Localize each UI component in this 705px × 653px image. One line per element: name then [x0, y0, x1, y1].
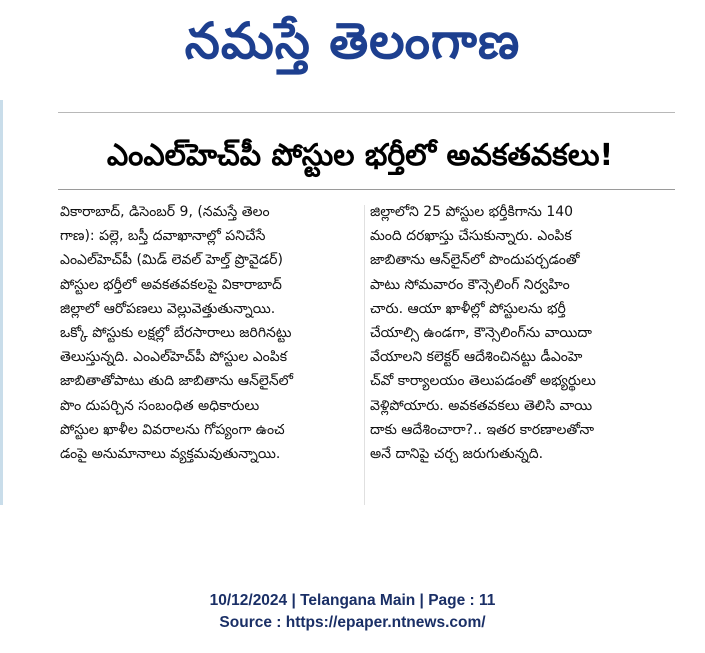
source-link[interactable]: Source : https://epaper.ntnews.com/ — [219, 614, 486, 631]
column-1-line: పొం దుపర్చిన సంబంధిత అధికారులు — [60, 397, 260, 414]
column-1-line: పోస్టుల ఖాళీల వివరాలను గోప్యంగా ఉంచ — [60, 421, 285, 438]
column-2-line: వేయాలని కలెక్టర్ ఆదేశించినట్టు డీఎంహె — [370, 349, 583, 366]
column-2-line: వెళ్లిపోయారు. అవకతవకలు తెలిసి వాయి — [370, 397, 593, 414]
column-2-line: జాబితాను ఆన్‌లైన్‌లో పొందుపర్చడంతో — [370, 252, 580, 269]
column-1-line: డంపై అనుమానాలు వ్యక్తమవుతున్నాయి. — [60, 446, 281, 463]
column-2-line: దాకు ఆదేశించారా?.. ఇతర కారణాలతోనా — [370, 421, 595, 438]
column-1-line: గాణ): పల్లె, బస్తీ దవాఖానాల్లో పనిచేసే — [60, 228, 266, 245]
headline-divider — [58, 189, 675, 190]
column-2-line: మంది దరఖాస్తు చేసుకున్నారు. ఎంపిక — [370, 228, 572, 245]
newspaper-masthead: నమస్తే తెలంగాణ — [184, 12, 521, 70]
column-1-line: ఒక్కో పోస్టుకు లక్షల్లో బేరసారాలు జరిగినట్టు — [60, 325, 292, 342]
column-1-line: తెలుస్తున్నది. ఎంఎల్‌హెచ్‌పీ పోస్టుల ఎంపిక — [60, 349, 288, 366]
column-2-line: చారు. ఆయా ఖాళీల్లో పోస్టులను భర్తీ — [370, 300, 566, 317]
page-edge-rule — [0, 100, 3, 505]
column-1-line: ఎంఎల్‌హెచ్‌పీ (మిడ్ లెవల్ హెల్త్ ప్రొవైడర్) — [60, 252, 283, 269]
column-2-line: పాటు సోమవారం కౌన్సెలింగ్ నిర్వహిం — [370, 276, 570, 293]
column-divider — [364, 205, 365, 505]
column-1-line: పోస్టుల భర్తీలో అవకతవకలపై వికారాబాద్ — [60, 276, 282, 293]
masthead-divider — [58, 112, 675, 113]
column-2-line: జిల్లాలోని 25 పోస్టుల భర్తీకిగాను 140 — [370, 204, 574, 220]
article-headline: ఎంఎల్‌హెచ్‌పీ పోస్టుల భర్తీలో అవకతవకలు! — [106, 138, 614, 173]
column-1-line: జాబితాతోపాటు తుది జాబితాను ఆన్‌లైన్‌లో — [60, 373, 294, 390]
column-2-line: చ్‌వో కార్యాలయం తెలుపడంతో అభ్యర్థులు — [370, 373, 596, 390]
edition-info: 10/12/2024 | Telangana Main | Page : 11 — [209, 592, 496, 609]
column-1-line: వికారాబాద్, డిసెంబర్ 9, (నమస్తే తెలం — [60, 204, 270, 220]
column-2-line: చేయాల్సి ఉండగా, కౌన్సెలింగ్‌ను వాయిదా — [370, 325, 592, 342]
column-2-line: అనే దానిపై చర్చ జరుగుతున్నది. — [370, 446, 544, 463]
article-column-1 — [60, 200, 360, 466]
column-1-line: జిల్లాలో ఆరోపణలు వెల్లువెత్తుతున్నాయి. — [60, 300, 276, 317]
article-column-2 — [370, 200, 690, 466]
